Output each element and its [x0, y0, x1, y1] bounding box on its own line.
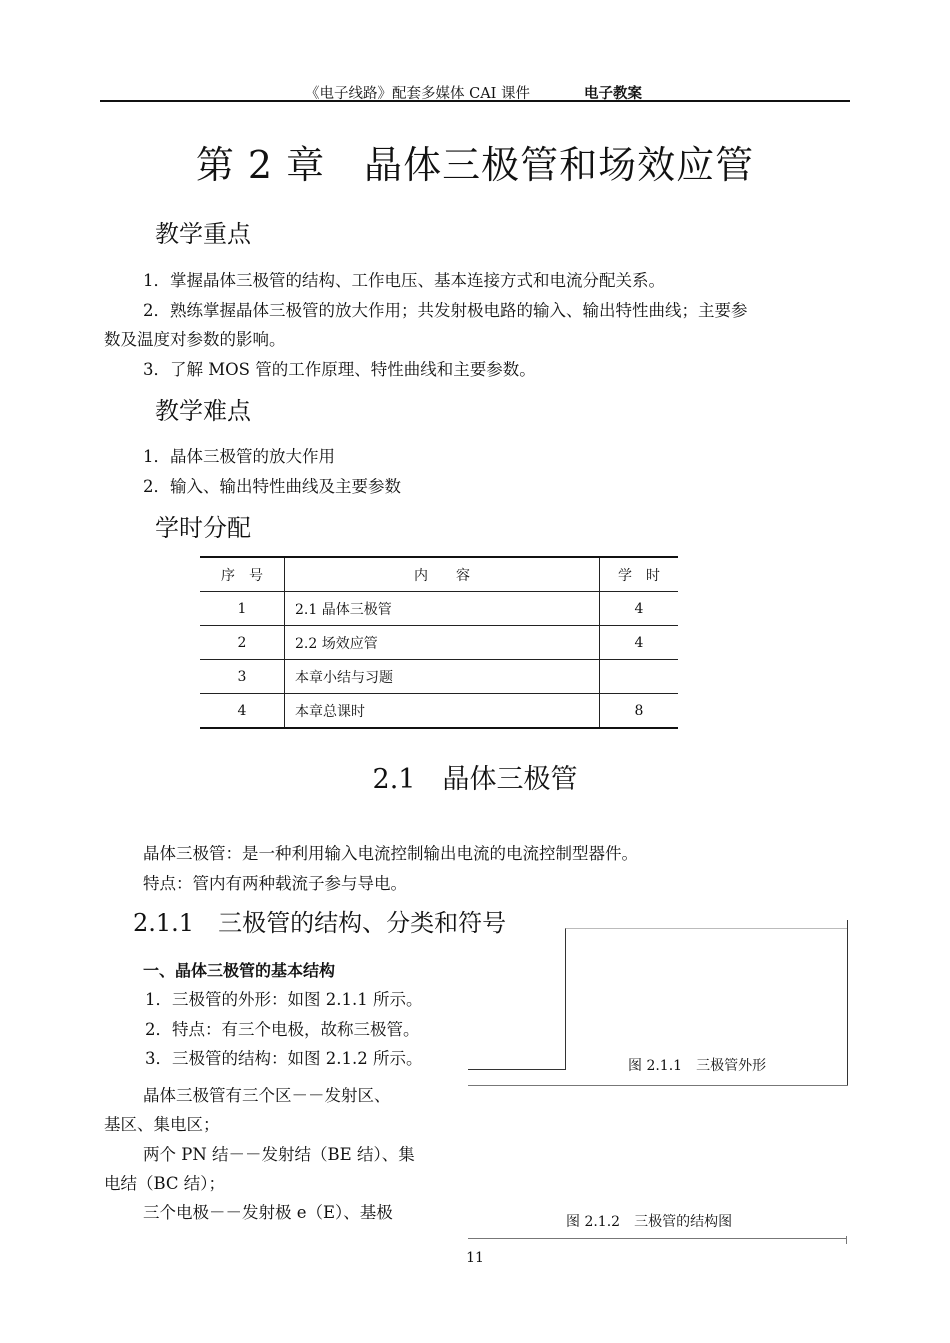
difficulty-heading: 教学难点	[155, 397, 251, 425]
table-row	[200, 626, 678, 660]
table-row	[200, 660, 678, 694]
paragraph-line: 基区、集电区；	[104, 1115, 220, 1134]
figure-frame-tick	[846, 1236, 847, 1244]
feature-text: 特点：管内有两种载流子参与导电。	[143, 874, 407, 893]
focus-item: 2．熟练掌握晶体三极管的放大作用；共发射极电路的输入、输出特性曲线；主要参	[143, 301, 748, 320]
cell-content: 本章小结与习题	[285, 660, 600, 694]
figure-frame-line	[468, 1085, 848, 1086]
focus-item: 1．掌握晶体三极管的结构、工作电压、基本连接方式和电流分配关系。	[143, 271, 665, 290]
focus-heading: 教学重点	[155, 220, 251, 248]
definition-text: 晶体三极管：是一种利用输入电流控制输出电流的电流控制型器件。	[143, 844, 638, 863]
cell-number: 2	[200, 626, 285, 660]
structure-item: 2．特点：有三个电极，故称三极管。	[145, 1020, 420, 1039]
subsection-heading: 一、晶体三极管的基本结构	[143, 961, 336, 980]
cell-content: 2.2 场效应管	[285, 626, 600, 660]
structure-item: 1．三极管的外形：如图 2.1.1 所示。	[145, 990, 423, 1009]
figure-2-1-2-caption: 图 2.1.2 三极管的结构图	[566, 1214, 733, 1230]
section-title-2-1: 2.1 晶体三极管	[372, 764, 578, 795]
figure-frame-line	[468, 1069, 566, 1070]
cell-content: 2.1 晶体三极管	[285, 592, 600, 626]
col-header-number: 序 号	[200, 557, 285, 592]
cell-number: 1	[200, 592, 285, 626]
figure-2-1-1-frame	[565, 928, 848, 1069]
cell-number: 3	[200, 660, 285, 694]
difficulty-item: 1．晶体三极管的放大作用	[143, 447, 335, 466]
figure-2-1-1-caption: 图 2.1.1 三极管外形	[628, 1058, 767, 1074]
col-header-hours: 学 时	[600, 557, 679, 592]
cell-content: 本章总课时	[285, 694, 600, 729]
schedule-heading: 学时分配	[155, 514, 251, 542]
header-rule	[100, 100, 850, 102]
header-course-title: 《电子线路》配套多媒体 CAI 课件	[305, 86, 531, 102]
figure-frame-line	[468, 1238, 846, 1239]
header-doc-type: 电子教案	[584, 86, 642, 102]
table-row	[200, 592, 678, 626]
difficulty-item: 2．输入、输出特性曲线及主要参数	[143, 477, 401, 496]
paragraph-line: 晶体三极管有三个区－－发射区、	[143, 1086, 391, 1105]
schedule-table	[200, 556, 678, 729]
page-number: 11	[466, 1250, 484, 1266]
cell-hours	[600, 660, 679, 694]
chapter-title: 第 2 章 晶体三极管和场效应管	[195, 143, 755, 187]
paragraph-line: 两个 PN 结－－发射结（BE 结）、集	[143, 1145, 415, 1164]
focus-item-continuation: 数及温度对参数的影响。	[104, 330, 286, 349]
structure-item: 3．三极管的结构：如图 2.1.2 所示。	[145, 1049, 423, 1068]
paragraph-line: 电结（BC 结）；	[104, 1174, 226, 1193]
cell-hours: 4	[600, 592, 679, 626]
table-row	[200, 694, 678, 729]
cell-number: 4	[200, 694, 285, 729]
cell-hours: 4	[600, 626, 679, 660]
focus-item: 3．了解 MOS 管的工作原理、特性曲线和主要参数。	[143, 360, 536, 379]
section-title-2-1-1: 2.1.1 三极管的结构、分类和符号	[133, 909, 507, 937]
table-header-row	[200, 557, 678, 592]
figure-frame-right-edge	[847, 920, 848, 1086]
cell-hours: 8	[600, 694, 679, 729]
col-header-content: 内 容	[285, 557, 600, 592]
paragraph-line: 三个电极－－发射极 e（E）、基极	[143, 1203, 393, 1222]
